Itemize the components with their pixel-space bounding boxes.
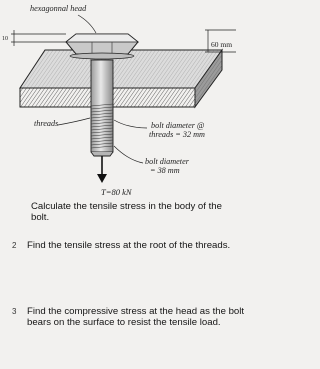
plate-thickness-label: 60 mm [211,40,233,49]
thread-diameter-label-line2: threads = 32 mm [149,130,205,139]
body-diameter-label-line1: bolt diameter [145,157,189,166]
body-diameter-label-line2: = 38 mm [150,166,180,175]
question-3-number: 3 [12,307,17,316]
threads-label: threads [34,119,59,128]
small-dimension-label: 10 [2,36,8,42]
question-2-text: Find the tensile stress at the root of the threads. [27,240,231,251]
question-1 [31,202,241,223]
question-3 [12,306,249,328]
hexagonal-head [66,34,138,59]
head-label: hexagonnal head [30,4,87,13]
question-2-number: 2 [12,241,17,250]
question-1-text: Calculate the tensile stress in the body of the bolt. [31,201,222,223]
load-label: T=80 kN [101,187,132,197]
thread-diameter-label-line1: bolt diameter @ [151,121,205,130]
load-arrow [97,156,107,183]
question-3-text: Find the compressive stress at the head as the bolt bears on the surface to resist the tensile load. [27,306,245,328]
bolt-plate-diagram [0,0,259,205]
question-2 [12,240,247,252]
